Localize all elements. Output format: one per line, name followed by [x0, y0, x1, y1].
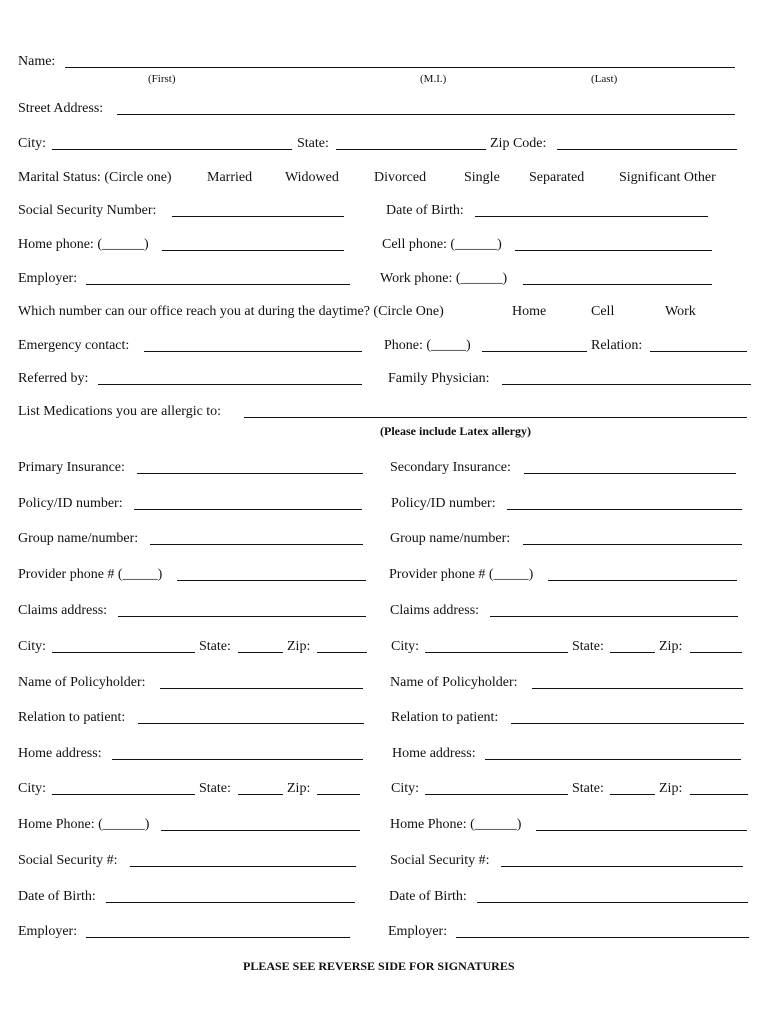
home-phone-label: Home phone: (______)	[18, 237, 149, 252]
secondary-employer-label: Employer:	[388, 924, 448, 939]
marital-option-divorced[interactable]: Divorced	[374, 170, 427, 185]
primary-city-2-label: City:	[18, 781, 47, 796]
secondary-relation-field[interactable]	[511, 723, 744, 724]
ssn-label: Social Security Number:	[18, 203, 157, 218]
ssn-field[interactable]	[172, 216, 344, 217]
emergency-contact-label: Emergency contact:	[18, 338, 130, 353]
first-name-caption: (First)	[148, 73, 176, 85]
secondary-policy-id-label: Policy/ID number:	[391, 496, 496, 511]
secondary-city-2-field[interactable]	[425, 794, 568, 795]
secondary-ssn-label: Social Security #:	[390, 853, 490, 868]
marital-option-separated[interactable]: Separated	[529, 170, 585, 185]
allergy-label: List Medications you are allergic to:	[18, 404, 222, 419]
secondary-zip-2-field[interactable]	[690, 794, 748, 795]
secondary-zip-2-label: Zip:	[659, 781, 683, 796]
zip-code-label: Zip Code:	[490, 136, 547, 151]
family-physician-field[interactable]	[502, 384, 751, 385]
primary-state-2-label: State:	[199, 781, 231, 796]
primary-zip-label: Zip:	[287, 639, 311, 654]
secondary-city-field[interactable]	[425, 652, 568, 653]
secondary-home-address-label: Home address:	[392, 746, 476, 761]
marital-option-significant-other[interactable]: Significant Other	[619, 170, 716, 185]
primary-ssn-label: Social Security #:	[18, 853, 118, 868]
reverse-side-note: PLEASE SEE REVERSE SIDE FOR SIGNATURES	[243, 959, 515, 973]
primary-group-label: Group name/number:	[18, 531, 139, 546]
primary-dob-label: Date of Birth:	[18, 889, 96, 904]
allergy-field[interactable]	[244, 417, 747, 418]
emergency-relation-field[interactable]	[650, 351, 747, 352]
city-field[interactable]	[52, 149, 292, 150]
secondary-relation-label: Relation to patient:	[391, 710, 499, 725]
family-physician-label: Family Physician:	[388, 371, 490, 386]
secondary-city-label: City:	[391, 639, 420, 654]
primary-policy-id-label: Policy/ID number:	[18, 496, 123, 511]
secondary-state-2-field[interactable]	[610, 794, 655, 795]
primary-ssn-field[interactable]	[130, 866, 356, 867]
primary-employer-field[interactable]	[86, 937, 350, 938]
primary-group-field[interactable]	[150, 544, 363, 545]
employer-label: Employer:	[18, 271, 78, 286]
daytime-number-label: Which number can our office reach you at during the daytime? (Circle One)	[18, 304, 444, 319]
secondary-home-address-field[interactable]	[485, 759, 741, 760]
emergency-contact-field[interactable]	[144, 351, 362, 352]
primary-zip-field[interactable]	[317, 652, 367, 653]
secondary-home-phone-field[interactable]	[536, 830, 747, 831]
secondary-ssn-field[interactable]	[501, 866, 743, 867]
primary-claims-address-field[interactable]	[118, 616, 366, 617]
secondary-group-label: Group name/number:	[390, 531, 511, 546]
daytime-option-work[interactable]: Work	[665, 304, 696, 319]
dob-label: Date of Birth:	[386, 203, 464, 218]
middle-initial-caption: (M.I.)	[420, 73, 447, 85]
zip-code-field[interactable]	[557, 149, 737, 150]
cell-phone-field[interactable]	[515, 250, 712, 251]
dob-field[interactable]	[475, 216, 708, 217]
primary-state-label: State:	[199, 639, 231, 654]
name-field[interactable]	[65, 67, 735, 68]
secondary-employer-field[interactable]	[456, 937, 749, 938]
primary-provider-phone-field[interactable]	[177, 580, 366, 581]
marital-option-married[interactable]: Married	[207, 170, 253, 185]
emergency-phone-field[interactable]	[482, 351, 587, 352]
emergency-phone-label: Phone: (_____)	[384, 338, 471, 353]
primary-city-2-field[interactable]	[52, 794, 195, 795]
secondary-claims-address-label: Claims address:	[390, 603, 480, 618]
primary-relation-field[interactable]	[138, 723, 364, 724]
street-address-label: Street Address:	[18, 101, 104, 116]
secondary-dob-label: Date of Birth:	[389, 889, 467, 904]
secondary-policy-id-field[interactable]	[507, 509, 742, 510]
primary-employer-label: Employer:	[18, 924, 78, 939]
primary-home-phone-label: Home Phone: (______)	[18, 817, 150, 832]
secondary-policyholder-field[interactable]	[532, 688, 743, 689]
state-label: State:	[297, 136, 329, 151]
secondary-group-field[interactable]	[523, 544, 742, 545]
primary-policyholder-label: Name of Policyholder:	[18, 675, 146, 690]
primary-claims-address-label: Claims address:	[18, 603, 108, 618]
secondary-state-2-label: State:	[572, 781, 604, 796]
latex-allergy-note: (Please include Latex allergy)	[380, 424, 531, 438]
secondary-city-2-label: City:	[391, 781, 420, 796]
secondary-zip-label: Zip:	[659, 639, 683, 654]
marital-status-label: Marital Status: (Circle one)	[18, 170, 172, 185]
secondary-state-label: State:	[572, 639, 604, 654]
secondary-provider-phone-field[interactable]	[548, 580, 737, 581]
primary-insurance-label: Primary Insurance:	[18, 460, 125, 475]
primary-zip-2-field[interactable]	[317, 794, 360, 795]
marital-option-widowed[interactable]: Widowed	[285, 170, 339, 185]
primary-dob-field[interactable]	[106, 902, 355, 903]
home-phone-field[interactable]	[162, 250, 344, 251]
daytime-option-home[interactable]: Home	[512, 304, 547, 319]
primary-city-field[interactable]	[52, 652, 195, 653]
street-address-field[interactable]	[117, 114, 735, 115]
secondary-policyholder-label: Name of Policyholder:	[390, 675, 518, 690]
cell-phone-label: Cell phone: (______)	[382, 237, 502, 252]
secondary-home-phone-label: Home Phone: (______)	[390, 817, 522, 832]
work-phone-label: Work phone: (______)	[380, 271, 508, 286]
secondary-provider-phone-label: Provider phone # (_____)	[389, 567, 534, 582]
name-label: Name:	[18, 54, 56, 69]
primary-home-phone-field[interactable]	[161, 830, 360, 831]
last-name-caption: (Last)	[591, 73, 618, 85]
primary-provider-phone-label: Provider phone # (_____)	[18, 567, 163, 582]
emergency-relation-label: Relation:	[591, 338, 643, 353]
work-phone-field[interactable]	[523, 284, 712, 285]
secondary-claims-address-field[interactable]	[490, 616, 738, 617]
primary-state-2-field[interactable]	[238, 794, 283, 795]
primary-city-label: City:	[18, 639, 47, 654]
secondary-dob-field[interactable]	[477, 902, 748, 903]
secondary-zip-field[interactable]	[690, 652, 742, 653]
referred-by-field[interactable]	[98, 384, 362, 385]
primary-policy-id-field[interactable]	[134, 509, 362, 510]
secondary-insurance-field[interactable]	[524, 473, 736, 474]
primary-home-address-field[interactable]	[112, 759, 363, 760]
secondary-state-field[interactable]	[610, 652, 655, 653]
primary-insurance-field[interactable]	[137, 473, 363, 474]
referred-by-label: Referred by:	[18, 371, 89, 386]
primary-zip-2-label: Zip:	[287, 781, 311, 796]
marital-option-single[interactable]: Single	[464, 170, 500, 185]
employer-field[interactable]	[86, 284, 350, 285]
city-label: City:	[18, 136, 47, 151]
primary-home-address-label: Home address:	[18, 746, 102, 761]
primary-relation-label: Relation to patient:	[18, 710, 126, 725]
primary-policyholder-field[interactable]	[160, 688, 363, 689]
daytime-option-cell[interactable]: Cell	[591, 304, 615, 319]
state-field[interactable]	[336, 149, 486, 150]
secondary-insurance-label: Secondary Insurance:	[390, 460, 511, 475]
primary-state-field[interactable]	[238, 652, 283, 653]
